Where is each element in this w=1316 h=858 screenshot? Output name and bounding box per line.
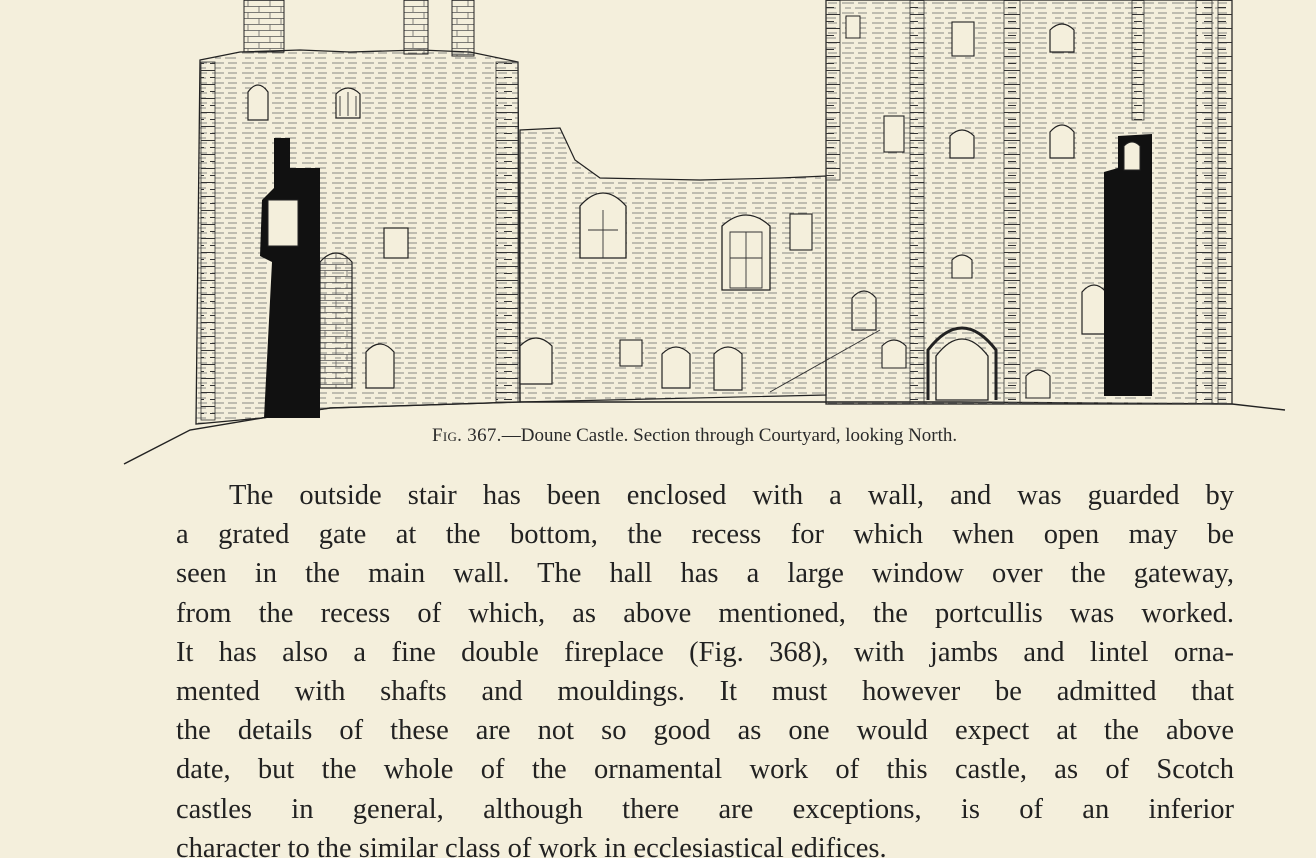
paragraph-line: seen in the main wall. The hall has a large window over the gateway,: [176, 558, 1234, 590]
figure-caption: [432, 424, 1192, 448]
body-paragraph: [176, 476, 1234, 858]
paragraph-line: The outside stair has been enclosed with a wall, and was guarded by: [229, 480, 1234, 511]
paragraph-line: from the recess of which, as above mentioned, the portcullis was worked.: [176, 597, 1234, 629]
paragraph-line: the details of these are not so good as one would expect at the above: [176, 715, 1234, 747]
figure-caption-text: —Doune Castle. Section through Courtyard, looking North.: [501, 425, 958, 446]
paragraph-line: It has also a fine double fireplace (Fig. 368), with jambs and lintel orna-: [176, 636, 1234, 668]
paragraph-line: date, but the whole of the ornamental work of this castle, as of Scotch: [176, 754, 1234, 786]
paragraph-line: a grated gate at the bottom, the recess for which when open may be: [176, 519, 1234, 551]
paragraph-line: character to the similar class of work in ecclesiastical edifices.: [176, 832, 887, 858]
gatehouse: [826, 0, 1232, 404]
paragraph-line: mented with shafts and mouldings. It must however be admitted that: [176, 675, 1234, 707]
figure-number: Fig. 367.: [432, 425, 502, 446]
left-tower: [196, 0, 520, 424]
paragraph-line: castles in general, although there are exceptions, is of an inferior: [176, 793, 1234, 825]
